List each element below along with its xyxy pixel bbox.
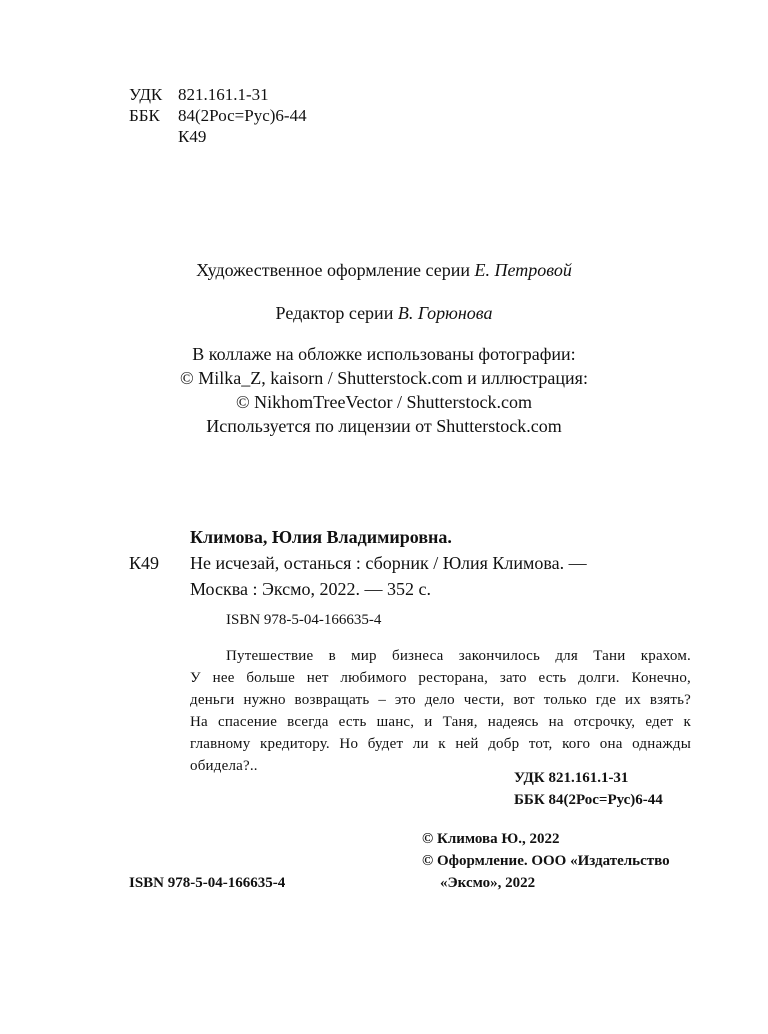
editor-credit: Редактор серии В. Горюнова <box>275 303 493 323</box>
catalog-publisher-line: Москва : Эксмо, 2022. — 352 с. <box>190 579 432 599</box>
catalog-isbn: ISBN 978-5-04-166635-4 <box>226 612 382 628</box>
author-mark: К49 <box>178 127 207 146</box>
copyright-author: © Климова Ю., 2022 <box>422 831 560 847</box>
catalog-bbk: ББК 84(2Рос=Рус)6-44 <box>514 792 663 808</box>
photo-credit-line-1: В коллаже на обложке использованы фотографии: <box>192 344 576 364</box>
copyright-design-line-1: © Оформление. ООО «Издательство <box>422 853 670 869</box>
editor-name: В. Горюнова <box>397 303 493 323</box>
annotation-line: обидела?.. <box>190 758 258 774</box>
annotation-line: деньги нужно возвращать – это дело чести, вот только где их взять? <box>190 692 691 708</box>
footer-isbn: ISBN 978-5-04-166635-4 <box>129 875 286 891</box>
catalog-title-line: Не исчезай, останься : сборник / Юлия Климова. — <box>190 553 587 573</box>
catalog-mark: К49 <box>129 553 160 573</box>
bbk-label: ББК <box>129 106 160 125</box>
annotation-line: На спасение всегда есть шанс, и Таня, надеясь на отсрочку, едет к <box>190 714 691 730</box>
catalog-udk: УДК 821.161.1-31 <box>514 770 629 786</box>
annotation <box>190 645 691 777</box>
annotation-line: У нее больше нет любимого ресторана, зато есть долги. Конечно, <box>190 670 691 686</box>
udk-label: УДК <box>129 85 163 104</box>
design-credit: Художественное оформление серии Е. Петровой <box>196 260 572 280</box>
copyright-design-line-2: «Эксмо», 2022 <box>440 875 536 891</box>
annotation-line: Путешествие в мир бизнеса закончилось для Тани крахом. <box>226 648 691 664</box>
photo-credit-line-3: © NikhomTreeVector / Shutterstock.com <box>236 392 532 412</box>
udk-value: 821.161.1-31 <box>178 85 269 104</box>
design-name: Е. Петровой <box>474 260 572 280</box>
bbk-value: 84(2Рос=Рус)6-44 <box>178 106 307 125</box>
catalog-author: Климова, Юлия Владимировна. <box>190 527 452 547</box>
photo-credit-line-4: Используется по лицензии от Shutterstock.com <box>206 416 562 436</box>
annotation-line: главному кредитору. Но будет ли к ней добр тот, кого она однажды <box>190 736 691 752</box>
photo-credit-line-2: © Milka_Z, kaisorn / Shutterstock.com и иллюстрация: <box>180 368 588 388</box>
